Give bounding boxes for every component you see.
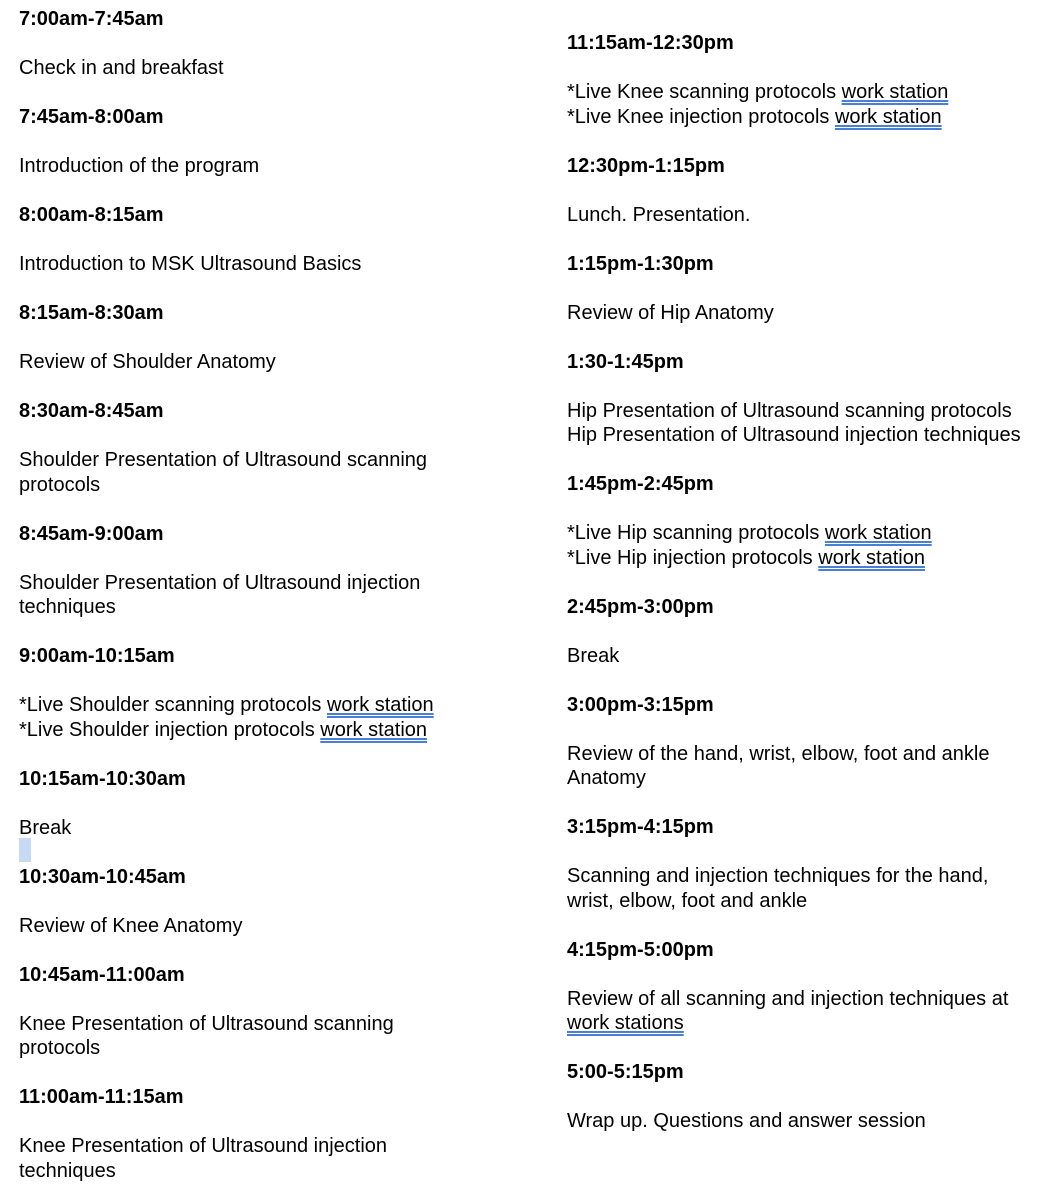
session-description: Hip Presentation of Ultrasound injection techniques (567, 424, 1021, 446)
work-station-link[interactable]: work station (818, 546, 925, 569)
session-description: Wrap up. Questions and answer session (567, 1110, 926, 1132)
session-description: Check in and breakfast (19, 57, 224, 79)
session-description: Review of Knee Anatomy (19, 914, 243, 937)
session-description: Introduction of the program (19, 155, 260, 177)
time-slot: 1:45pm-2:45pm (567, 473, 714, 495)
time-slot: 12:30pm-1:15pm (567, 154, 725, 177)
session-description (567, 521, 932, 546)
time-slot: 1:15pm-1:30pm (567, 252, 714, 275)
text-cursor-highlight (19, 838, 31, 862)
session-description (567, 1011, 684, 1036)
session-description: Knee Presentation of Ultrasound scanning (19, 1012, 394, 1035)
time-slot: 11:00am-11:15am (19, 1086, 184, 1108)
session-description: Hip Presentation of Ultrasound scanning protocols (567, 399, 1012, 422)
work-station-link[interactable]: work station (834, 105, 942, 128)
time-slot: 2:45pm-3:00pm (567, 595, 714, 618)
time-slot: 10:30am-10:45am (19, 865, 186, 888)
session-description: Shoulder Presentation of Ultrasound scanning (19, 449, 428, 471)
session-description: techniques (19, 596, 116, 618)
session-description: Review of all scanning and injection techniques at (567, 987, 1009, 1010)
description-text: *Live Shoulder injection protocols (19, 718, 321, 741)
session-description: Introduction to MSK Ultrasound Basics (19, 253, 362, 275)
session-description: Lunch. Presentation. (567, 203, 751, 226)
description-text: *Live Hip injection protocols (567, 546, 819, 569)
time-slot: 7:45am-8:00am (19, 106, 164, 128)
work-station-link[interactable]: work station (326, 694, 434, 716)
description-text: *Live Hip scanning protocols (567, 522, 825, 544)
time-slot: 3:15pm-4:15pm (567, 816, 714, 838)
session-description: protocols (19, 473, 101, 496)
session-description: Shoulder Presentation of Ultrasound injection (19, 571, 421, 594)
work-station-link[interactable]: work station (320, 718, 428, 741)
time-slot: 5:00-5:15pm (567, 1061, 684, 1083)
session-description: wrist, elbow, foot and ankle (567, 889, 808, 912)
session-description: techniques (19, 1159, 116, 1182)
time-slot: 1:30-1:45pm (567, 350, 684, 373)
session-description: protocols (19, 1037, 101, 1059)
session-description (567, 105, 942, 130)
session-description (567, 80, 948, 105)
work-station-link[interactable]: work station (824, 522, 932, 544)
time-slot: 8:15am-8:30am (19, 302, 164, 324)
session-description: Break (567, 644, 620, 667)
session-description: Knee Presentation of Ultrasound injection (19, 1135, 388, 1157)
time-slot: 8:30am-8:45am (19, 400, 164, 422)
session-description: Review of Shoulder Anatomy (19, 351, 276, 373)
time-slot: 10:45am-11:00am (19, 963, 185, 986)
session-description (567, 546, 925, 571)
time-slot: 8:45am-9:00am (19, 522, 164, 545)
description-text: *Live Knee injection protocols (567, 105, 835, 128)
session-description (19, 693, 434, 718)
work-station-link[interactable]: work station (841, 81, 949, 103)
time-slot: 11:15am-12:30pm (567, 32, 734, 54)
session-description: Scanning and injection techniques for the hand, (567, 865, 989, 887)
session-description: Break (19, 816, 72, 839)
description-text: *Live Shoulder scanning protocols (19, 694, 327, 716)
time-slot: 8:00am-8:15am (19, 204, 164, 226)
time-slot: 4:15pm-5:00pm (567, 938, 714, 961)
session-description (19, 718, 427, 743)
time-slot: 7:00am-7:45am (19, 8, 164, 30)
time-slot: 9:00am-10:15am (19, 645, 175, 667)
session-description: Anatomy (567, 767, 646, 789)
description-text: *Live Knee scanning protocols (567, 81, 842, 103)
work-station-link[interactable]: work stations (567, 1012, 684, 1034)
time-slot: 3:00pm-3:15pm (567, 693, 714, 716)
session-description: Review of the hand, wrist, elbow, foot and ankle (567, 742, 990, 765)
session-description: Review of Hip Anatomy (567, 301, 774, 324)
time-slot: 10:15am-10:30am (19, 767, 186, 790)
